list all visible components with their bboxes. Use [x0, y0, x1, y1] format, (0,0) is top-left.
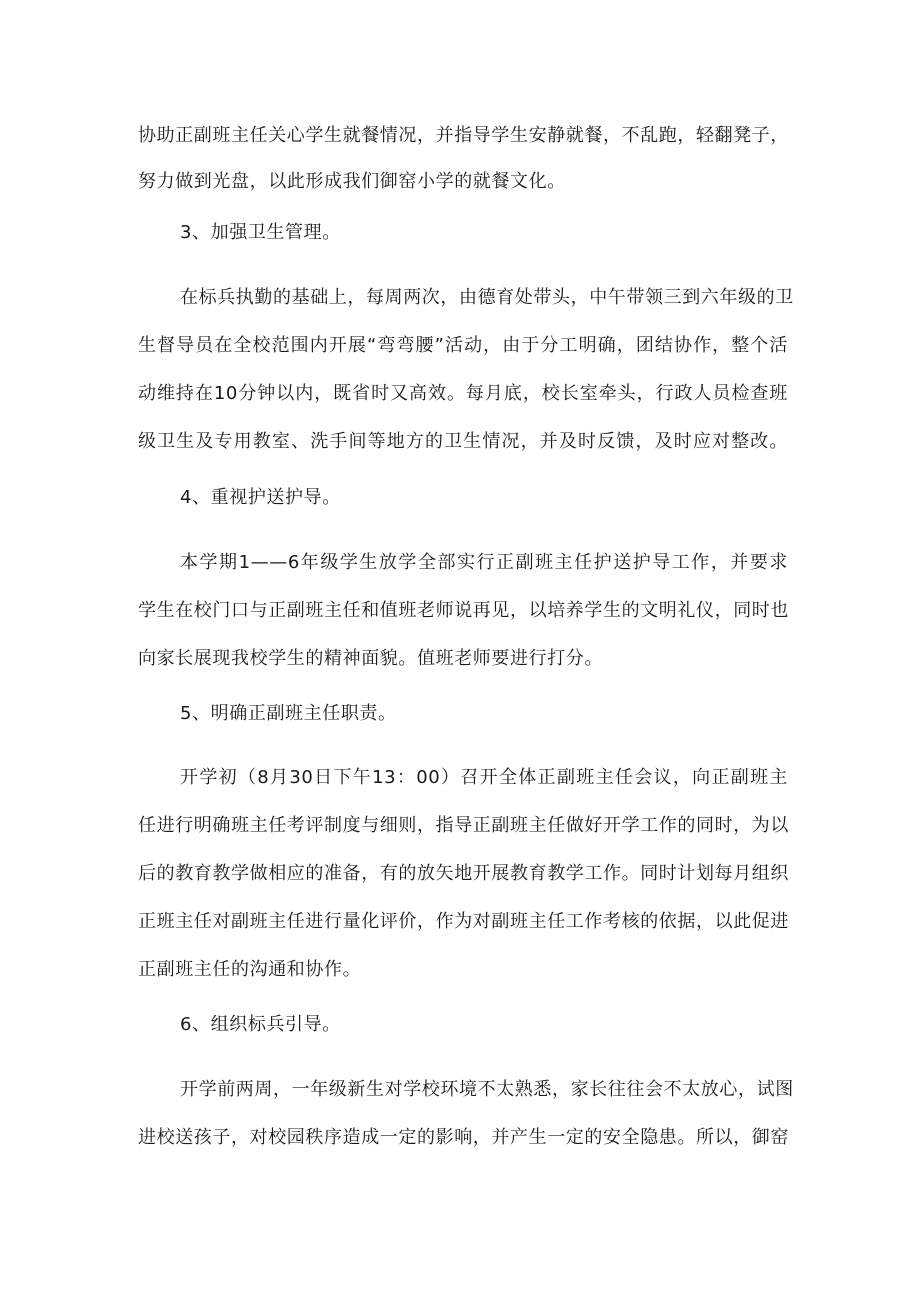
paragraph-duties-line-4: 正班主任对副班主任进行量化评价，作为对副班主任工作考核的依据，以此促进 — [138, 911, 789, 932]
paragraph-duties-line-5: 正副班主任的沟通和协作。 — [138, 959, 362, 980]
section-heading-6: 6、组织标兵引导。 — [180, 1014, 341, 1035]
paragraph-escort-line-3: 向家长展现我校学生的精神面貌。值班老师要进行打分。 — [138, 648, 603, 669]
paragraph-dining-line-2: 努力做到光盘，以此形成我们御窑小学的就餐文化。 — [138, 171, 566, 192]
section-heading-3: 3、加强卫生管理。 — [180, 222, 341, 243]
paragraph-hygiene-line-2: 生督导员在全校范围内开展“弯弯腰”活动，由于分工明确，团结协作，整个活 — [138, 335, 788, 356]
paragraph-dining-line-1: 协助正副班主任关心学生就餐情况，并指导学生安静就餐，不乱跑，轻翻凳子， — [138, 125, 789, 146]
paragraph-duties-line-2: 任进行明确班主任考评制度与细则，指导正副班主任做好开学工作的同时，为以 — [138, 815, 789, 836]
section-heading-5: 5、明确正副班主任职责。 — [180, 703, 397, 724]
paragraph-escort-line-2: 学生在校门口与正副班主任和值班老师说再见，以培养学生的文明礼仪，同时也 — [138, 600, 789, 621]
paragraph-escort-line-1: 本学期1——6年级学生放学全部实行正副班主任护送护导工作，并要求 — [180, 552, 788, 573]
paragraph-duties-line-3: 后的教育教学做相应的准备，有的放矢地开展教育教学工作。同时计划每月组织 — [138, 863, 789, 884]
paragraph-hygiene-line-1: 在标兵执勤的基础上，每周两次，由德育处带头，中午带领三到六年级的卫 — [180, 287, 794, 308]
section-heading-4: 4、重视护送护导。 — [180, 487, 341, 508]
paragraph-hygiene-line-4: 级卫生及专用教室、洗手间等地方的卫生情况，并及时反馈，及时应对整改。 — [138, 431, 788, 452]
paragraph-guide-line-2: 进校送孩子，对校园秩序造成一定的影响，并产生一定的安全隐患。所以，御窑 — [138, 1127, 789, 1148]
paragraph-guide-line-1: 开学前两周，一年级新生对学校环境不太熟悉，家长往往会不太放心，试图 — [180, 1079, 794, 1100]
paragraph-duties-line-1: 开学初（8月30日下午13：00）召开全体正副班主任会议，向正副班主 — [180, 767, 788, 788]
paragraph-hygiene-line-3: 动维持在10分钟以内，既省时又高效。每月底，校长室牵头，行政人员检查班 — [138, 383, 788, 404]
